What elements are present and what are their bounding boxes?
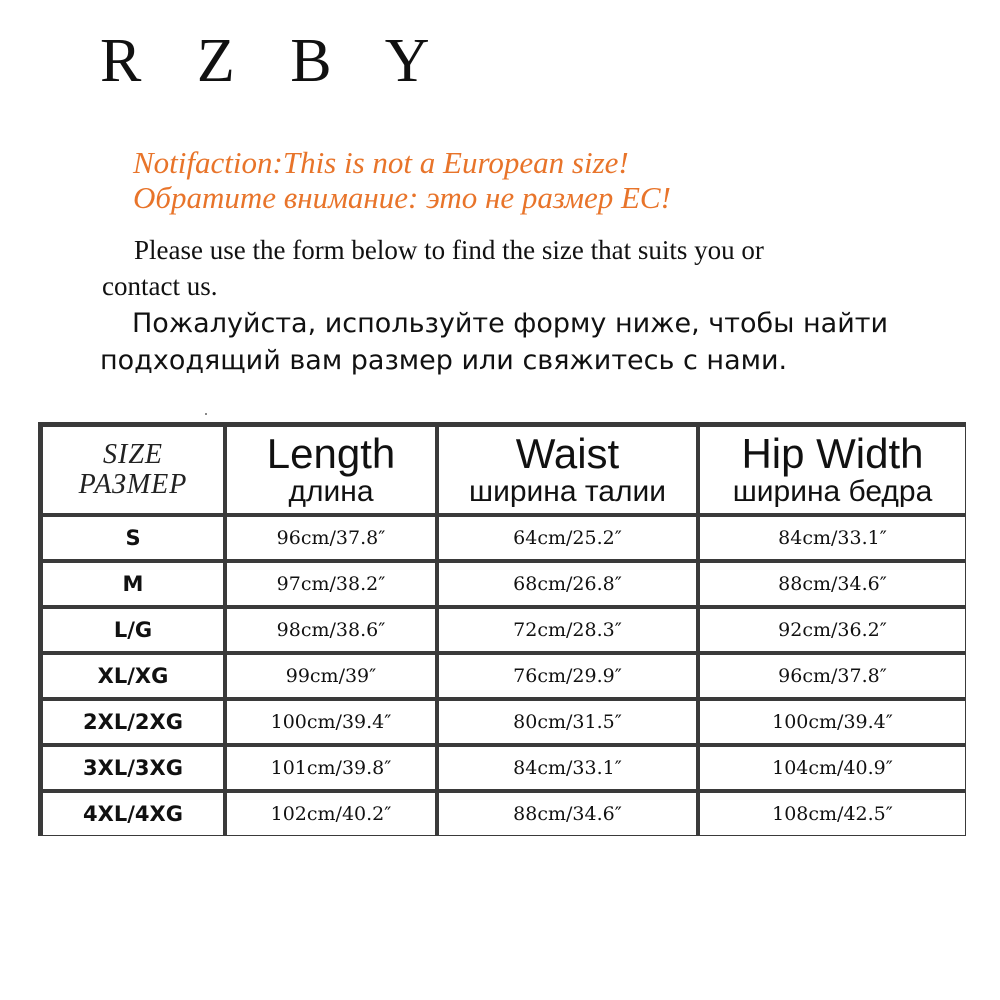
row-hip: 108cm/42.5″ <box>700 793 965 835</box>
notice-line-en: Notifaction:This is not a European size! <box>133 145 629 180</box>
instructions-en-line-2: contact us. <box>102 271 218 301</box>
row-waist: 88cm/34.6″ <box>439 793 696 835</box>
instructions-en <box>102 232 962 304</box>
header-size <box>43 427 223 513</box>
header-waist <box>439 427 696 513</box>
row-size: 4XL/4XG <box>43 793 223 835</box>
row-size: XL/XG <box>43 655 223 697</box>
notice-line-ru: Обратите внимание: это не размер ЕС! <box>133 180 671 215</box>
row-length: 102cm/40.2″ <box>227 793 435 835</box>
row-waist: 76cm/29.9″ <box>439 655 696 697</box>
instructions-ru <box>100 305 980 379</box>
header-hip-ru: ширина бедра <box>732 475 933 508</box>
row-length: 100cm/39.4″ <box>227 701 435 743</box>
header-waist-ru: ширина талии <box>469 475 666 508</box>
header-hip <box>700 427 965 513</box>
row-hip: 100cm/39.4″ <box>700 701 965 743</box>
row-hip: 92cm/36.2″ <box>700 609 965 651</box>
row-size: L/G <box>43 609 223 651</box>
row-waist: 80cm/31.5″ <box>439 701 696 743</box>
size-chart-grid <box>43 427 961 831</box>
row-hip: 84cm/33.1″ <box>700 517 965 559</box>
header-size-en: SIZE <box>103 439 163 470</box>
row-hip: 88cm/34.6″ <box>700 563 965 605</box>
header-size-ru: РАЗМЕР <box>78 469 188 500</box>
row-hip: 96cm/37.8″ <box>700 655 965 697</box>
header-waist-en: Waist <box>515 430 620 477</box>
row-size: 2XL/2XG <box>43 701 223 743</box>
row-hip: 104cm/40.9″ <box>700 747 965 789</box>
row-size: S <box>43 517 223 559</box>
header-length-en: Length <box>266 430 396 477</box>
row-length: 101cm/39.8″ <box>227 747 435 789</box>
row-waist: 68cm/26.8″ <box>439 563 696 605</box>
row-waist: 72cm/28.3″ <box>439 609 696 651</box>
instructions-ru-line-2: подходящий вам размер или свяжитесь с нами. <box>100 345 788 376</box>
header-length-ru: длина <box>288 475 374 508</box>
size-chart-table <box>38 422 966 836</box>
instructions-en-line-1: Please use the form below to find the size that suits you or <box>134 235 764 265</box>
row-waist: 64cm/25.2″ <box>439 517 696 559</box>
size-notice <box>133 145 993 215</box>
header-hip-en: Hip Width <box>741 430 924 477</box>
row-length: 99cm/39″ <box>227 655 435 697</box>
row-length: 96cm/37.8″ <box>227 517 435 559</box>
row-waist: 84cm/33.1″ <box>439 747 696 789</box>
instructions-ru-line-1: Пожалуйста, используйте форму ниже, чтобы найти <box>132 308 889 339</box>
brand-logo: R Z B Y <box>100 27 450 95</box>
row-length: 97cm/38.2″ <box>227 563 435 605</box>
header-length <box>227 427 435 513</box>
row-length: 98cm/38.6″ <box>227 609 435 651</box>
decorative-dot <box>205 413 207 415</box>
row-size: M <box>43 563 223 605</box>
row-size: 3XL/3XG <box>43 747 223 789</box>
